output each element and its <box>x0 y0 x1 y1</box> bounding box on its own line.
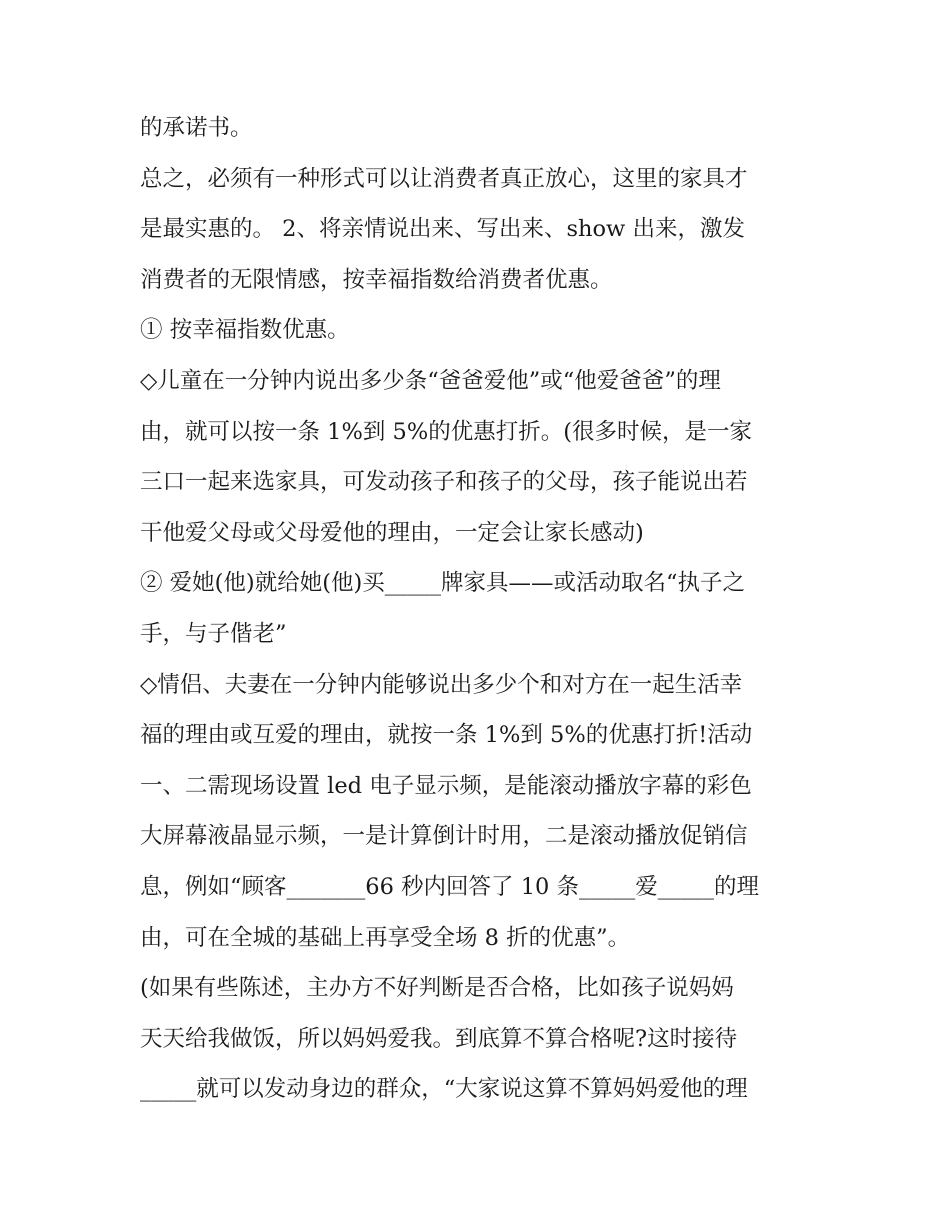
text-line: ① 按幸福指数优惠。 <box>140 317 350 344</box>
text-line: _____就可以发动身边的群众，“大家说这算不算妈妈爱他的理 <box>140 1076 748 1103</box>
text-line: 手，与子偕老” <box>140 620 287 647</box>
text-line: ◇情侣、夫妻在一分钟内能够说出多少个和对方在一起生活幸 <box>140 671 743 698</box>
text-line: 消费者的无限情感，按幸福指数给消费者优惠。 <box>140 266 613 293</box>
text-line: 是最实惠的。 2、将亲情说出来、写出来、show 出来，激发 <box>140 216 745 243</box>
text-line: 息，例如“顾客_______66 秒内回答了 10 条_____爱_____的理 <box>140 873 759 900</box>
text-line: 三口一起来选家具，可发动孩子和孩子的父母，孩子能说出若 <box>140 469 748 496</box>
text-line: 天天给我做饭，所以妈妈爱我。到底算不算合格呢?这时接待 <box>140 1025 738 1052</box>
text-line: 福的理由或互爱的理由，就按一条 1%到 5%的优惠打折!活动 <box>140 722 753 749</box>
document-body <box>140 103 820 1115</box>
text-line: 总之，必须有一种形式可以让消费者真正放心，这里的家具才 <box>140 165 748 192</box>
text-line: ② 爱她(他)就给她(他)买_____牌家具——或活动取名“执子之 <box>140 570 746 597</box>
text-line: (如果有些陈述，主办方不好判断是否合格，比如孩子说妈妈 <box>140 975 734 1002</box>
text-line: 由，可在全城的基础上再享受全场 8 折的优惠”。 <box>140 924 631 951</box>
text-line: ◇儿童在一分钟内说出多少条“爸爸爱他”或“他爱爸爸”的理 <box>140 367 721 394</box>
text-line: 的承诺书。 <box>140 115 253 141</box>
text-line: 由，就可以按一条 1%到 5%的优惠打折。(很多时候，是一家 <box>140 418 752 445</box>
text-line: 大屏幕液晶显示频，一是计算倒计时用，二是滚动播放促销信 <box>140 823 748 850</box>
text-line: 一、二需现场设置 led 电子显示频，是能滚动播放字幕的彩色 <box>140 772 752 799</box>
text-line: 干他爱父母或父母爱他的理由，一定会让家长感动) <box>140 519 644 546</box>
